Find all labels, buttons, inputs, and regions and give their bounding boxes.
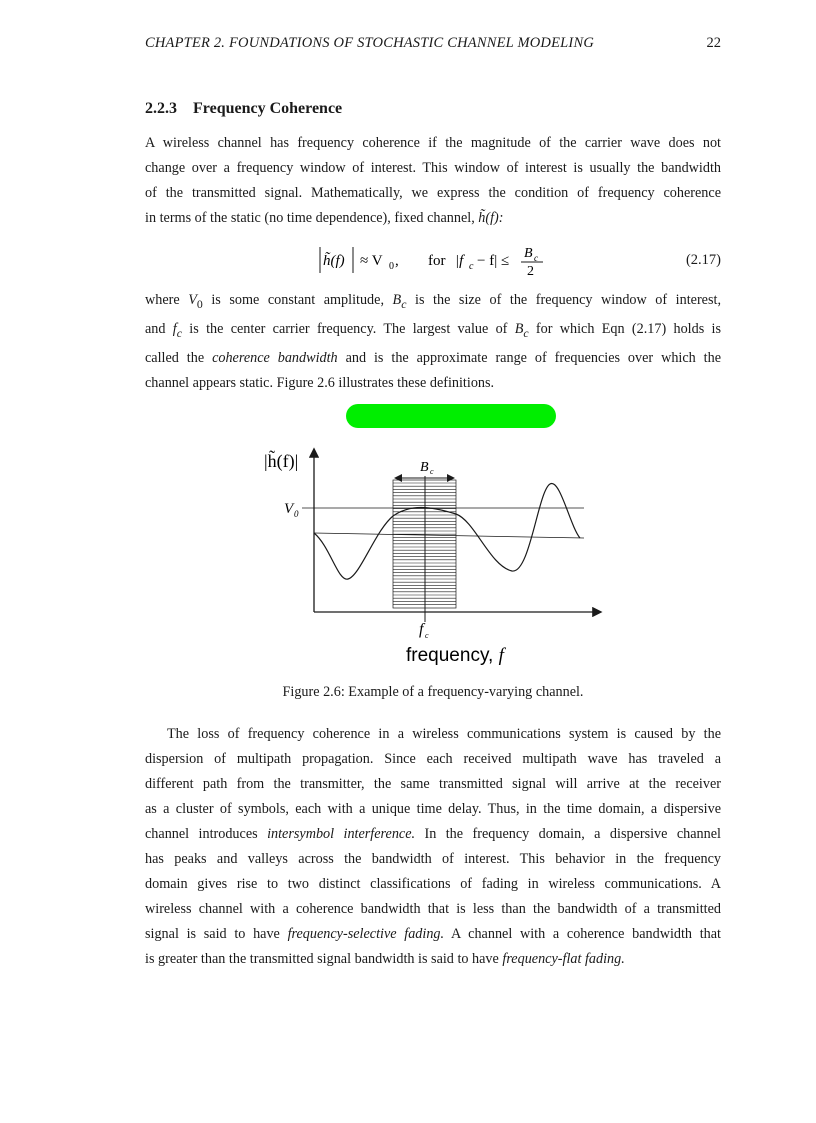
body-text: signal is said to have xyxy=(145,926,288,942)
body-text: is greater than the transmitted signal bandwidth is said to have xyxy=(145,951,503,967)
body-line xyxy=(145,872,721,897)
equation-body xyxy=(313,242,573,278)
definition-line: channel appears static. Figure 2.6 illustrates these definitions. xyxy=(145,374,495,391)
x-axis-label xyxy=(406,645,507,666)
eq-approx-sub: 0 xyxy=(389,261,394,272)
y-axis-label: |h̃(f)| xyxy=(264,451,299,471)
emphasized-term: intersymbol interference. xyxy=(267,826,416,842)
eq-comma: , xyxy=(395,253,399,269)
body-text: dispersion of multipath propagation. Since each received multipath wave has traveled a xyxy=(145,751,721,767)
body-text: different path from the transmitter, the same transmitted signal will arrive at the receiver xyxy=(145,776,721,792)
definition-line xyxy=(145,317,721,346)
fc-sub: c xyxy=(425,631,429,640)
def-sub: 0 xyxy=(196,296,203,311)
figure-caption: Figure 2.6: Example of a frequency-varying channel. xyxy=(282,684,584,700)
body-line xyxy=(145,847,721,872)
intro-line: change over a frequency window of interest. This window of interest is usually the bandwidth xyxy=(145,160,721,176)
x-axis-label-var: f xyxy=(498,645,504,666)
eq-frac-num-sub: c xyxy=(534,253,538,263)
page-number: 22 xyxy=(706,35,721,51)
def-text: is the center carrier frequency. The largest value of xyxy=(182,320,515,337)
equation-number: (2.17) xyxy=(685,252,721,268)
chapter-title: CHAPTER 2. FOUNDATIONS OF STOCHASTIC CHANNEL MODELING xyxy=(145,35,594,51)
figure-2-6 xyxy=(250,436,620,672)
def-text: is some constant amplitude, xyxy=(202,292,393,308)
intro-line: of the transmitted signal. Mathematically, we express the condition of frequency coherence xyxy=(145,185,721,201)
fc-label: f xyxy=(419,621,424,638)
def-var: B xyxy=(392,292,402,308)
bc-sub: c xyxy=(430,467,434,476)
highlight-marker xyxy=(346,404,556,428)
eq-lhs: h̃(f) xyxy=(323,253,345,269)
x-axis-label-text: frequency, xyxy=(406,645,499,666)
v0-label: V xyxy=(284,501,294,517)
body-line xyxy=(145,772,721,797)
intro-line-text: in terms of the static (no time dependence), fixed channel, xyxy=(145,210,475,226)
body-line xyxy=(145,822,721,847)
body-text: In the frequency domain, a dispersive channel xyxy=(415,826,721,842)
running-head xyxy=(145,35,721,53)
v0-sub: 0 xyxy=(294,509,299,519)
emphasized-term: frequency-selective fading. xyxy=(287,926,445,942)
body-line xyxy=(145,722,721,747)
def-text: is the size of the frequency window of interest, xyxy=(406,292,721,308)
section-title: Frequency Coherence xyxy=(193,100,343,117)
body-text: A channel with a coherence bandwidth that xyxy=(444,926,721,942)
eq-condition-rest: − f| ≤ xyxy=(477,253,510,269)
def-sub: c xyxy=(523,325,529,340)
intro-line: A wireless channel has frequency coherence if the magnitude of the carrier wave does not xyxy=(145,135,721,151)
body-text: channel introduces xyxy=(145,826,268,842)
body-text: has peaks and valleys across the bandwidth of interest. This behavior in the frequency xyxy=(145,851,721,867)
def-text: and xyxy=(145,320,173,337)
eq-for: for xyxy=(428,253,446,269)
channel-response-curve xyxy=(314,483,580,579)
coherence-bandwidth-term: coherence bandwidth xyxy=(212,349,338,366)
def-text: for which Eqn (2.17) holds is xyxy=(528,320,721,337)
body-line xyxy=(145,797,721,822)
intro-paragraph xyxy=(145,131,721,231)
eq-approx: ≈ V xyxy=(360,253,383,269)
body-text: domain gives rise to two distinct classifications of fading in wireless communications. A xyxy=(145,876,721,892)
body-text: wireless channel with a coherence bandwidth that is less than the bandwidth of a transmitted xyxy=(145,901,721,917)
def-var: B xyxy=(514,320,524,337)
def-var: f xyxy=(172,320,177,337)
body-text: The loss of frequency coherence in a wireless communications system is caused by the xyxy=(167,726,721,742)
body-line xyxy=(145,897,721,922)
definition-paragraph xyxy=(145,288,721,396)
emphasized-term: frequency-flat fading. xyxy=(502,951,625,967)
eq-frac-den: 2 xyxy=(527,264,534,278)
def-text: where xyxy=(145,292,189,308)
equation-2-17 xyxy=(145,242,721,278)
body-line xyxy=(145,947,721,972)
eq-frac-num: B xyxy=(524,246,533,261)
intro-line xyxy=(145,206,721,231)
def-sub: c xyxy=(176,325,182,340)
body-paragraph xyxy=(145,722,721,972)
definition-line xyxy=(145,288,721,317)
bc-label: B xyxy=(420,460,429,475)
def-sub: c xyxy=(401,296,407,311)
eq-condition: |f xyxy=(455,253,464,269)
section-number: 2.2.3 xyxy=(145,100,177,117)
body-line xyxy=(145,747,721,772)
body-line xyxy=(145,922,721,947)
intro-symbol: h̃(f): xyxy=(478,210,504,226)
def-text: called the xyxy=(145,349,213,366)
def-text: and is the approximate range of frequencies over which the xyxy=(337,349,721,366)
section-heading xyxy=(145,100,342,118)
eq-condition-sub: c xyxy=(469,261,474,272)
def-var: V xyxy=(188,292,197,308)
definition-line xyxy=(145,346,721,371)
body-text: as a cluster of symbols, each with a unique time delay. Thus, in the time domain, a dispersive xyxy=(145,801,721,817)
